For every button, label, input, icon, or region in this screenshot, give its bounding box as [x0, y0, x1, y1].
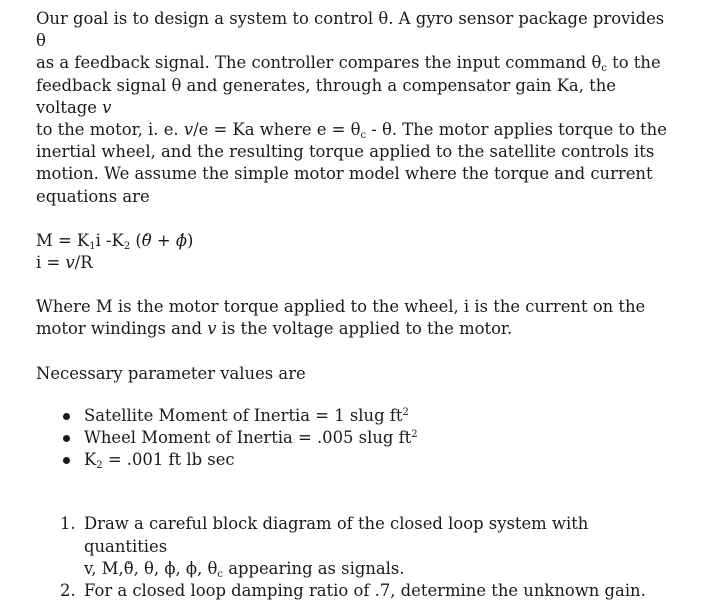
- intro-line-5: inertial wheel, and the resulting torque applied to the satellite controls its: [36, 142, 655, 162]
- torque-equation: $M = K_1i$ $-K_2$ (θ . + ϕ .): [36, 231, 193, 250]
- params-heading: Necessary parameter values are: [36, 363, 306, 383]
- intro-line-2: as a feedback signal. The controller compares the input command $\theta_c$ to the: [36, 53, 661, 75]
- list-item: Satellite Moment of Inertia = 1 slug $ft^2$: [84, 405, 676, 427]
- intro-line-6: motion. We assume the simple motor model where the torque and current: [36, 164, 653, 184]
- document-page: [36, 8, 676, 602]
- question-list: [36, 513, 676, 602]
- question-number: 2.: [60, 581, 76, 601]
- question-number: 1.: [60, 514, 76, 534]
- intro-line-7: equations are: [36, 186, 150, 206]
- current-equation: i = v/R: [36, 253, 93, 273]
- intro-line-3: feedback signal θ and generates, through a compensator gain Ka, the voltage v: [36, 75, 616, 117]
- equations-block: [36, 230, 676, 274]
- list-item: 1. Draw a careful block diagram of the closed loop system with quantities v, M,θ ., θ, ϕ ., ϕ, $\theta_c$ appearing as signals.: [84, 513, 676, 580]
- list-item: $K_2 = .001$ ft lb sec: [84, 449, 676, 471]
- list-item: 2. For a closed loop damping ratio of .7, determine the unknown gain.: [84, 580, 676, 602]
- intro-line-4: to the motor, i. e. v/e = Ka where $e = \theta_c - \theta$. The motor applies torque to the: [36, 120, 667, 142]
- list-item: Wheel Moment of Inertia = .005 slug $ft^2$: [84, 427, 676, 449]
- intro-paragraph: [36, 8, 676, 208]
- where-line-1: Where M is the motor torque applied to the wheel, i is the current on the: [36, 297, 646, 317]
- where-line-2: motor windings and v is the voltage applied to the motor.: [36, 319, 513, 339]
- parameter-list: [36, 405, 676, 472]
- where-paragraph: [36, 296, 676, 340]
- intro-line-1: Our goal is to design a system to control θ. A gyro sensor package provides θ: [36, 9, 665, 51]
